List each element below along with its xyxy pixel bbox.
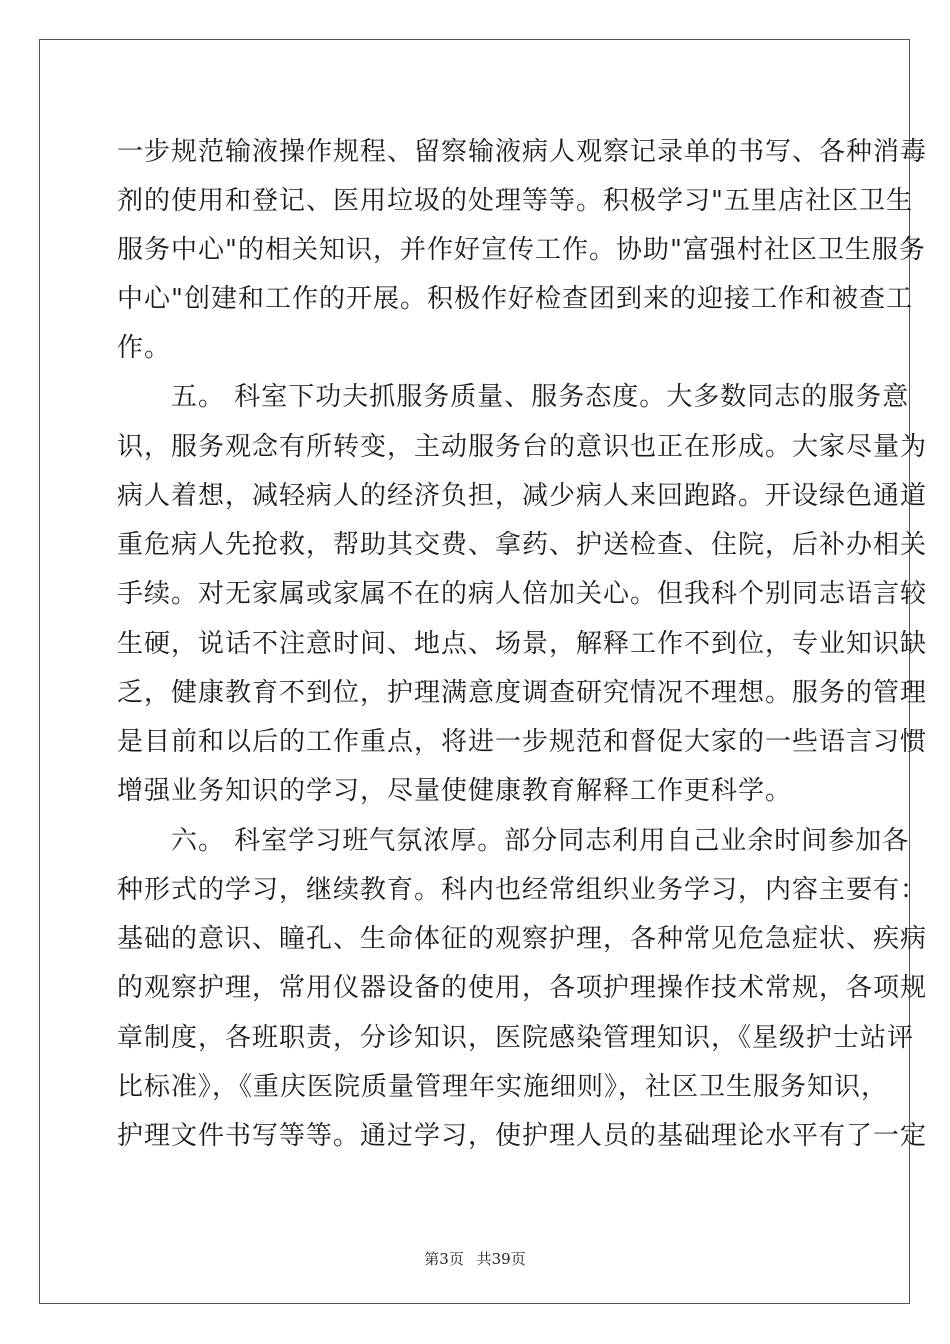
text-line: 一步规范输液操作规程、留察输液病人观察记录单的书写、各种消毒 (117, 137, 928, 167)
text-line: 比标准》，《重庆医院质量管理年实施细则》，社区卫生服务知识， (117, 1072, 889, 1102)
text-line: 基础的意识、瞳孔、生命体征的观察护理，各种常见危急症状、疾病 (117, 924, 928, 954)
text-line: 乏，健康教育不到位，护理满意度调查研究情况不理想。服务的管理 (117, 678, 928, 708)
text-line: 种形式的学习，继续教育。科内也经常组织业务学习，内容主要有： (117, 875, 928, 905)
page-number: 第3页 (424, 1250, 464, 1268)
text-line: 六。 科室学习班气氛浓厚。部分同志利用自己业余时间参加各 (117, 826, 910, 856)
page-footer (0, 1248, 950, 1269)
text-line: 服务中心"的相关知识，并作好宣传工作。协助"富强村社区卫生服务 (117, 235, 926, 265)
text-line: 重危病人先抢救，帮助其交费、拿药、护送检查、住院，后补办相关 (117, 530, 928, 560)
text-line: 增强业务知识的学习，尽量使健康教育解释工作更科学。 (117, 776, 793, 806)
text-line: 章制度，各班职责，分诊知识，医院感染管理知识，《星级护士站评 (117, 1023, 915, 1053)
text-line: 的观察护理，常用仪器设备的使用，各项护理操作技术常规，各项规 (117, 973, 928, 1003)
text-line: 剂的使用和登记、医用垃圾的处理等等。积极学习"五里店社区卫生 (117, 186, 913, 216)
text-line: 识，服务观念有所转变，主动服务台的意识也正在形成。大家尽量为 (117, 432, 928, 462)
text-line: 作。 (117, 333, 172, 363)
text-line: 是目前和以后的工作重点，将进一步规范和督促大家的一些语言习惯 (117, 727, 928, 757)
text-line: 生硬，说话不注意时间、地点、场景，解释工作不到位，专业知识缺 (117, 629, 928, 659)
page-total: 共39页 (476, 1250, 526, 1268)
text-line: 中心"创建和工作的开展。积极作好检查团到来的迎接工作和被查工 (117, 284, 913, 314)
page-border (39, 39, 928, 1304)
text-line: 病人着想，减轻病人的经济负担，减少病人来回跑路。开设绿色通道 (117, 481, 928, 511)
text-line: 护理文件书写等等。通过学习，使护理人员的基础理论水平有了一定 (117, 1121, 928, 1151)
text-line: 五。 科室下功夫抓服务质量、服务态度。大多数同志的服务意 (117, 382, 910, 412)
text-line: 手续。对无家属或家属不在的病人倍加关心。但我科个别同志语言较 (117, 579, 928, 609)
